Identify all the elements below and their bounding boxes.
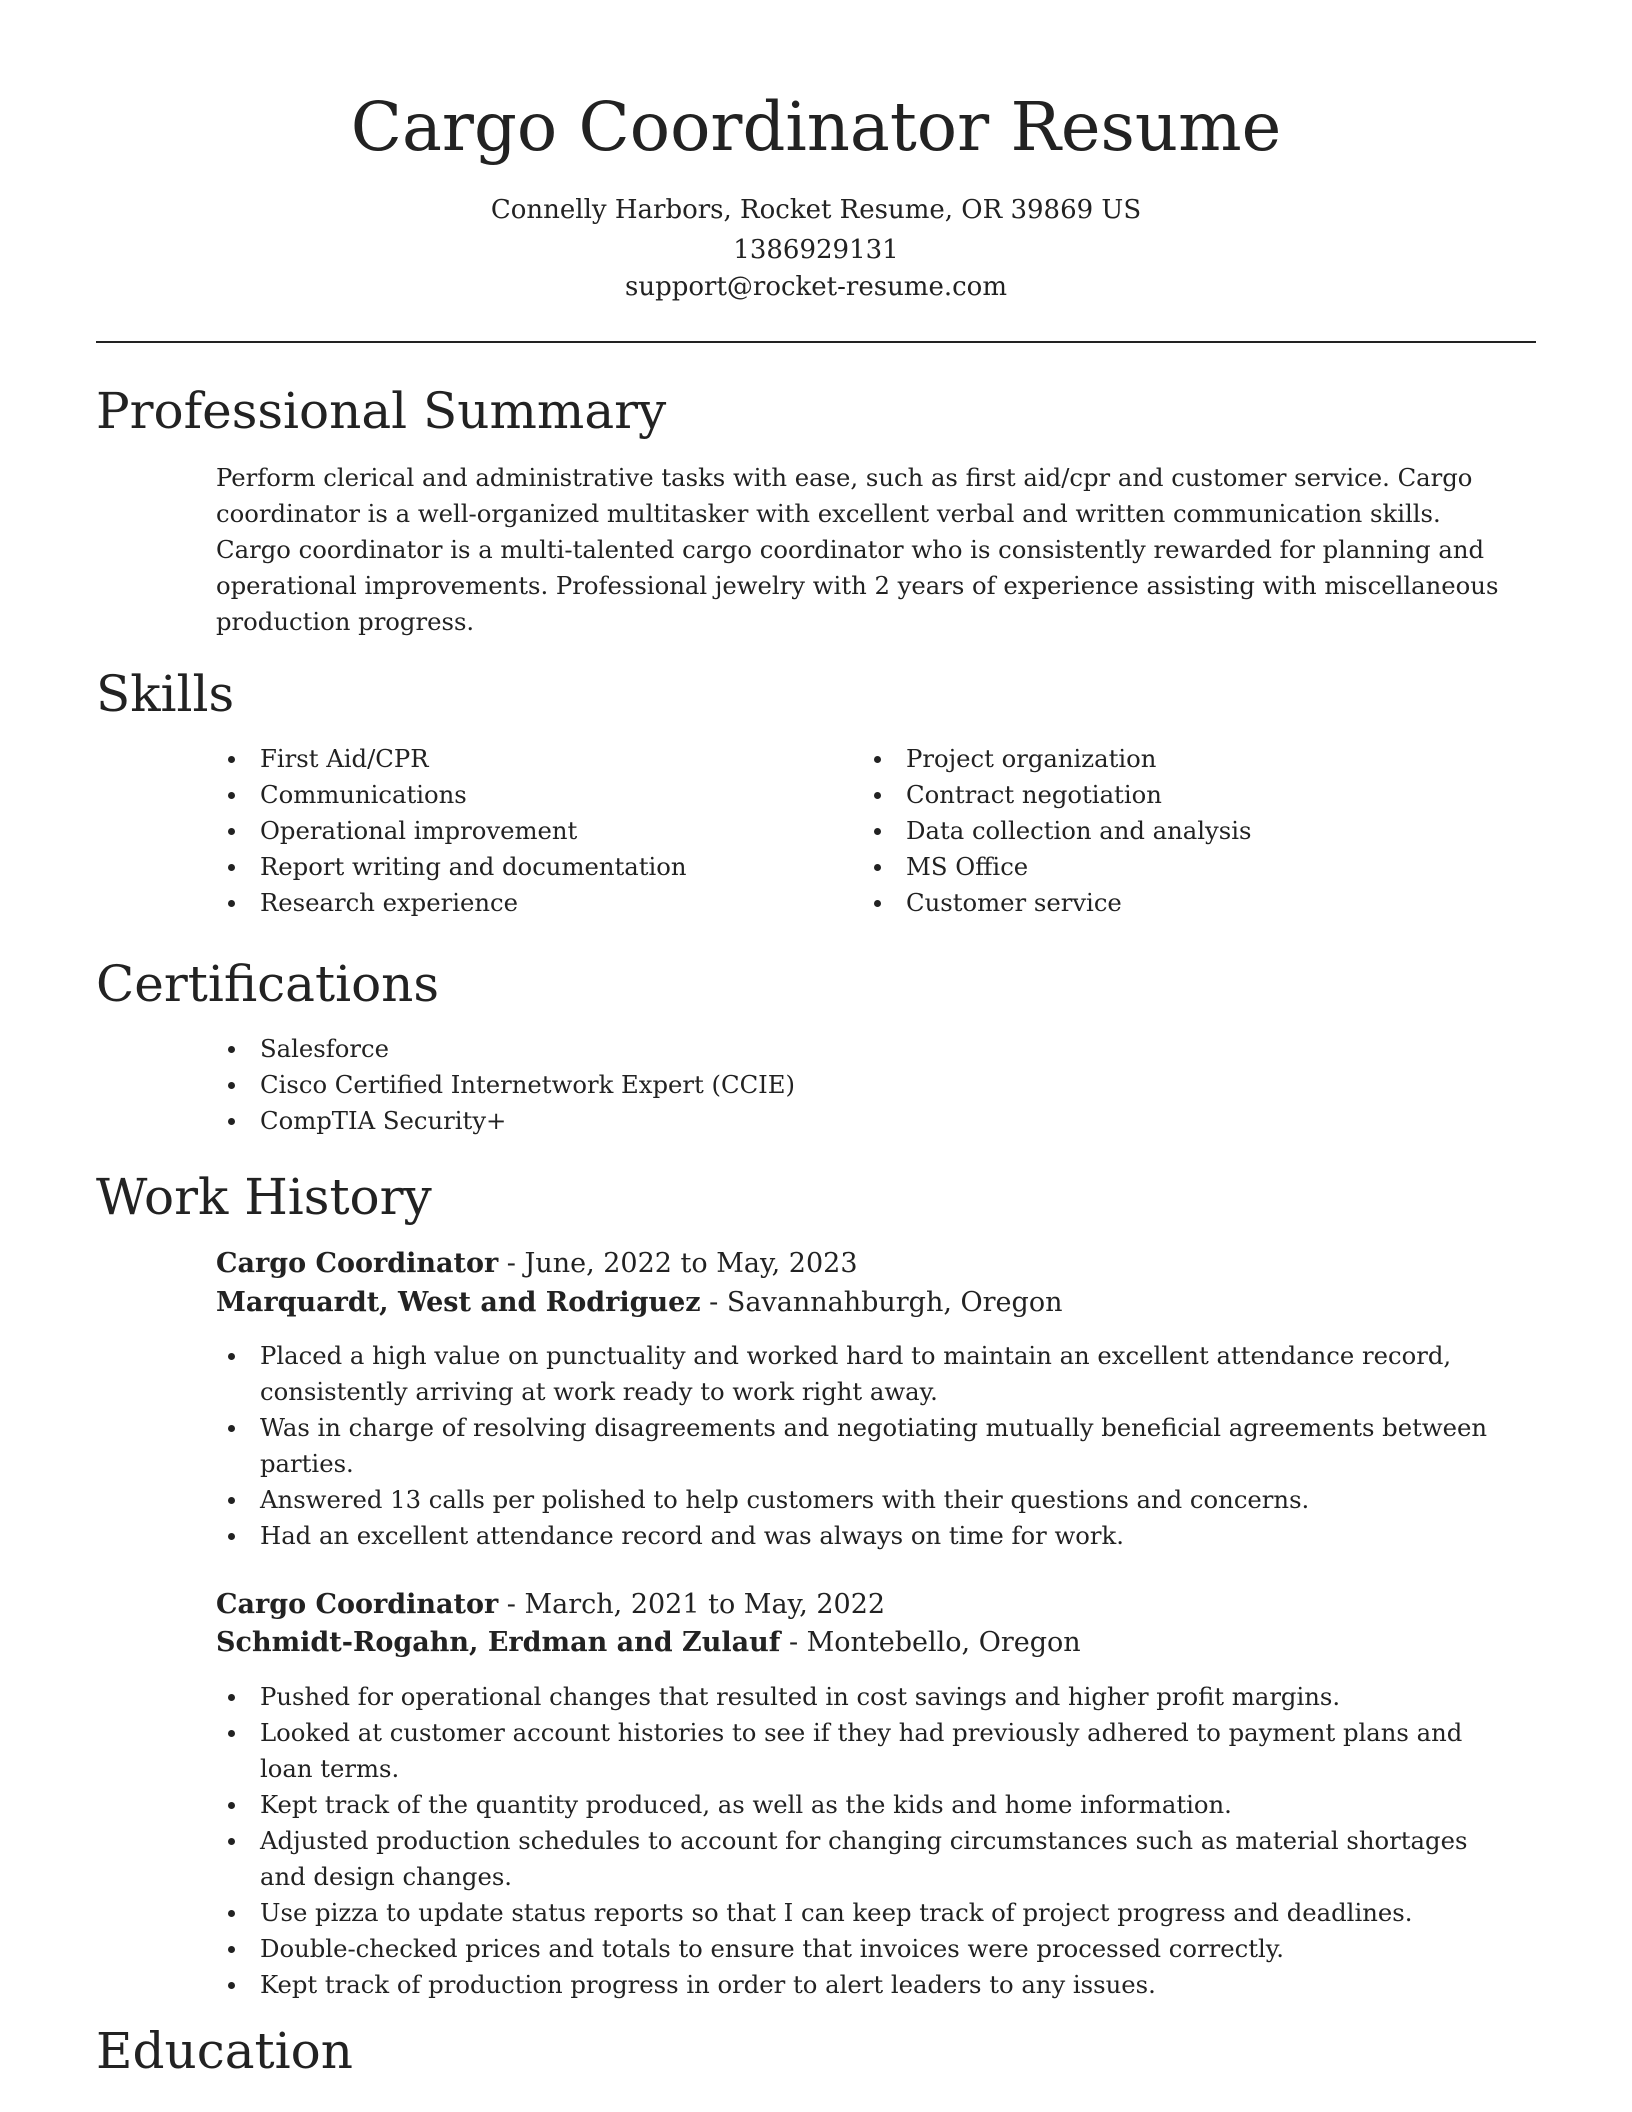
list-item: Looked at customer account histories to see if they had previously adhered to payment plans and loan terms.: [216, 1715, 1506, 1787]
resume-title: Cargo Coordinator Resume: [350, 88, 1282, 166]
certifications-list: [216, 1031, 1416, 1139]
list-item: Customer service: [862, 885, 1462, 921]
list-item: First Aid/CPR: [216, 741, 816, 777]
list-item: Adjusted production schedules to account for changing circumstances such as material shortages and design changes.: [216, 1823, 1506, 1895]
summary-heading: Professional Summary: [96, 382, 667, 440]
job-title: Cargo Coordinator: [216, 1589, 499, 1620]
contact-address: Connelly Harbors, Rocket Resume, OR 39869 US: [490, 195, 1142, 225]
job-location: - Montebello, Oregon: [780, 1627, 1081, 1658]
education-heading: Education: [96, 2022, 353, 2080]
work-history-heading: Work History: [96, 1168, 432, 1226]
job-location: - Savannahburgh, Oregon: [700, 1287, 1063, 1318]
list-item: CompTIA Security+: [216, 1103, 1416, 1139]
list-item: Cisco Certified Internetwork Expert (CCIE): [216, 1067, 1416, 1103]
job-title: Cargo Coordinator: [216, 1248, 499, 1279]
header-divider: [96, 341, 1536, 343]
list-item: Use pizza to update status reports so that I can keep track of project progress and deadlines.: [216, 1895, 1506, 1931]
job-title-line: [216, 1586, 885, 1624]
skills-heading: Skills: [96, 665, 235, 723]
list-item: Kept track of production progress in order to alert leaders to any issues.: [216, 1967, 1506, 2003]
job-bullets: [216, 1679, 1506, 2003]
job-dates: - June, 2022 to May, 2023: [498, 1248, 858, 1279]
list-item: Research experience: [216, 885, 816, 921]
list-item: Contract negotiation: [862, 777, 1462, 813]
summary-text: Perform clerical and administrative tasks with ease, such as first aid/cpr and customer service. Cargo coordinator is a well-organized multitasker with excellent verbal and written communication skills. Cargo coordinator is a multi-talented cargo coordinator who is consistently rewarded for planning and operational improvements. Professional jewelry with 2 years of experience assisting with miscellaneous production progress.: [216, 463, 1499, 636]
job-title-line: [216, 1245, 858, 1283]
list-item: Communications: [216, 777, 816, 813]
list-item: Kept track of the quantity produced, as well as the kids and home information.: [216, 1787, 1506, 1823]
job-bullets: [216, 1338, 1506, 1554]
skills-list-left: [216, 741, 816, 921]
list-item: Answered 13 calls per polished to help customers with their questions and concerns.: [216, 1482, 1506, 1518]
job-company: Schmidt-Rogahn, Erdman and Zulauf: [216, 1627, 781, 1658]
job-company: Marquardt, West and Rodriguez: [216, 1287, 701, 1318]
list-item: Report writing and documentation: [216, 849, 816, 885]
list-item: MS Office: [862, 849, 1462, 885]
list-item: Salesforce: [216, 1031, 1416, 1067]
list-item: Pushed for operational changes that resulted in cost savings and higher profit margins.: [216, 1679, 1506, 1715]
skills-list-right: [862, 741, 1462, 921]
job-dates: - March, 2021 to May, 2022: [498, 1589, 886, 1620]
list-item: Project organization: [862, 741, 1462, 777]
job-company-line: [216, 1624, 1081, 1662]
list-item: Placed a high value on punctuality and worked hard to maintain an excellent attendance record, consistently arriving at work ready to work right away.: [216, 1338, 1506, 1410]
contact-email: support@rocket-resume.com: [624, 272, 1007, 302]
certifications-heading: Certifications: [96, 955, 440, 1013]
job-company-line: [216, 1284, 1062, 1322]
list-item: Was in charge of resolving disagreements and negotiating mutually beneficial agreements between parties.: [216, 1410, 1506, 1482]
list-item: Had an excellent attendance record and was always on time for work.: [216, 1518, 1506, 1554]
list-item: Double-checked prices and totals to ensure that invoices were processed correctly.: [216, 1931, 1506, 1967]
contact-phone: 1386929131: [733, 235, 899, 265]
list-item: Operational improvement: [216, 813, 816, 849]
list-item: Data collection and analysis: [862, 813, 1462, 849]
